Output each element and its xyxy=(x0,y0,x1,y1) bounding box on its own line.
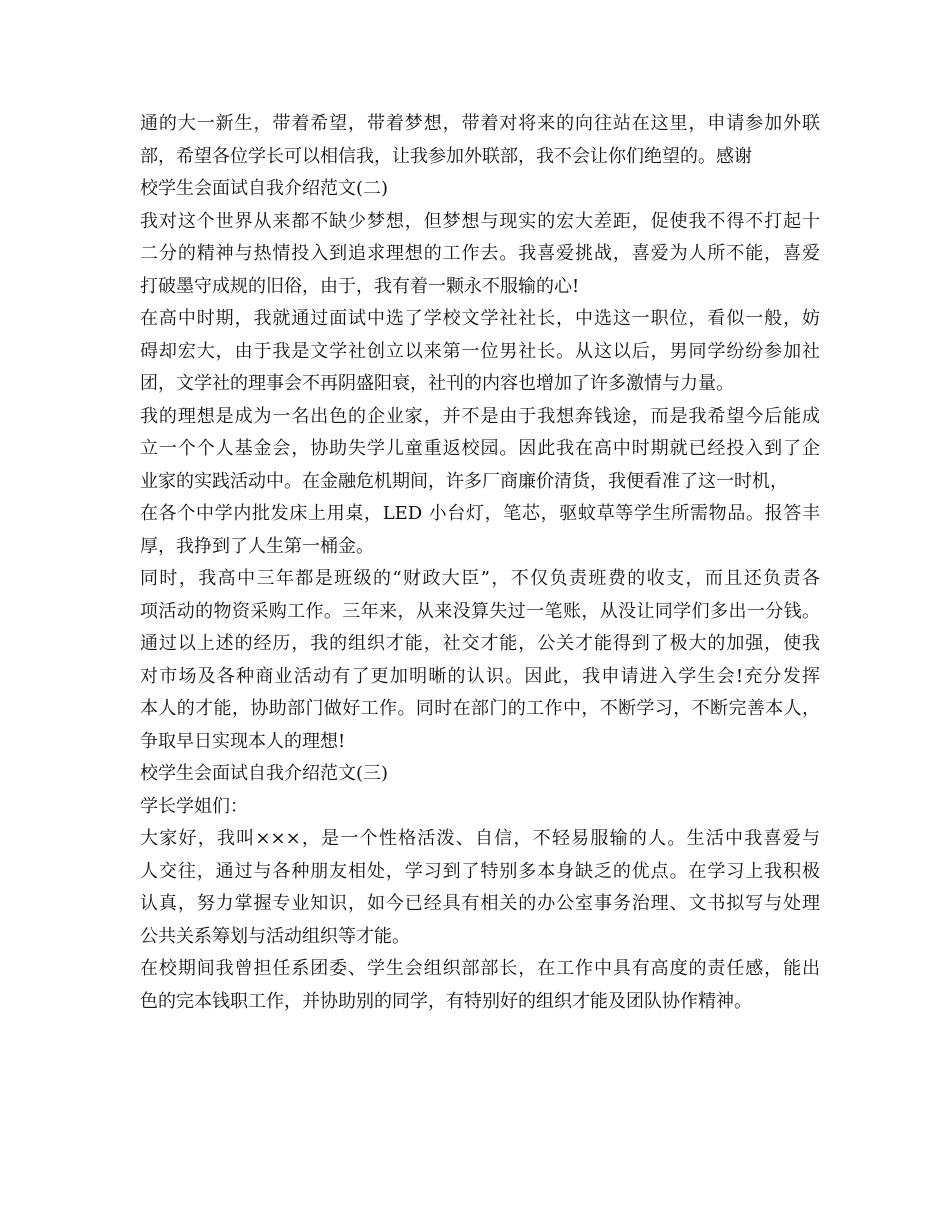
text-line: 大家好，我叫×××，是一个性格活泼、自信，不轻易服输的人。生活中我喜爱与 xyxy=(140,828,820,849)
text-line: 打破墨守成规的旧俗，由于，我有着一颗永不服输的心! xyxy=(140,275,580,297)
text-line: 业家的实践活动中。在金融危机期间，许多厂商廉价清货，我便看准了这一时机， xyxy=(140,470,788,492)
salutation: 学长学姐们： xyxy=(140,795,248,817)
text-line: 在高中时期，我就通过面试中选了学校文学社社长，中选这一职位，看似一般，妨 xyxy=(140,308,820,329)
text-line: 二分的精神与热情投入到追求理想的工作去。我喜爱挑战，喜爱为人所不能，喜爱 xyxy=(140,243,820,264)
text-line: 色的完本钱职工作，并协助别的同学，有特别好的组织才能及团队协作精神。 xyxy=(140,990,752,1012)
text-line: 团，文学社的理事会不再阴盛阳衰，社刊的内容也增加了许多激情与力量。 xyxy=(140,373,734,394)
text-line: 部，希望各位学长可以相信我，让我参加外联部，我不会让你们绝望的。感谢 xyxy=(140,145,752,167)
text-line: 我的理想是成为一名出色的企业家，并不是由于我想奔钱途，而是我希望今后能成 xyxy=(140,405,820,427)
text-line: 同时，我高中三年都是班级的“财政大臣”，不仅负责班费的收支，而且还负责各 xyxy=(140,568,820,589)
section-heading: 校学生会面试自我介绍范文(三) xyxy=(140,763,389,784)
text-line: 认真，努力掌握专业知识，如今已经具有相关的办公室事务治理、文书拟写与处理 xyxy=(140,893,820,914)
text-line: 我对这个世界从来都不缺少梦想，但梦想与现实的宏大差距，促使我不得不打起十 xyxy=(140,210,820,232)
text-line: 通过以上述的经历，我的组织才能，社交才能，公关才能得到了极大的加强，使我 xyxy=(140,633,820,654)
text-line: 在校期间我曾担任系团委、学生会组织部部长，在工作中具有高度的责任感，能出 xyxy=(140,958,820,979)
text-line: 厚，我挣到了人生第一桶金。 xyxy=(140,535,374,557)
text-line: 在各个中学内批发床上用桌，LED 小台灯，笔芯，驱蚊草等学生所需物品。报答丰 xyxy=(140,503,820,524)
text-line: 人交往，通过与各种朋友相处，学习到了特别多本身缺乏的优点。在学习上我积极 xyxy=(140,860,820,882)
text-line: 本人的才能，协助部门做好工作。同时在部门的工作中，不断学习，不断完善本人， xyxy=(140,698,820,719)
text-line: 公共关系筹划与活动组织等才能。 xyxy=(140,925,410,947)
text-line: 项活动的物资采购工作。三年来，从来没算失过一笔账，从没让同学们多出一分钱。 xyxy=(140,600,820,622)
document-body xyxy=(140,108,820,1018)
section-heading: 校学生会面试自我介绍范文(二) xyxy=(140,178,389,199)
text-line: 立一个个人基金会，协助失学儿童重返校园。因此我在高中时期就已经投入到了企 xyxy=(140,438,820,459)
text-line: 争取早日实现本人的理想! xyxy=(140,730,346,752)
text-line: 通的大一新生，带着希望，带着梦想，带着对将来的向往站在这里，申请参加外联 xyxy=(140,113,820,134)
text-line: 对市场及各种商业活动有了更加明晰的认识。因此，我申请进入学生会!充分发挥 xyxy=(140,665,820,687)
text-line: 碍却宏大，由于我是文学社创立以来第一位男社长。从这以后，男同学纷纷参加社 xyxy=(140,340,820,362)
